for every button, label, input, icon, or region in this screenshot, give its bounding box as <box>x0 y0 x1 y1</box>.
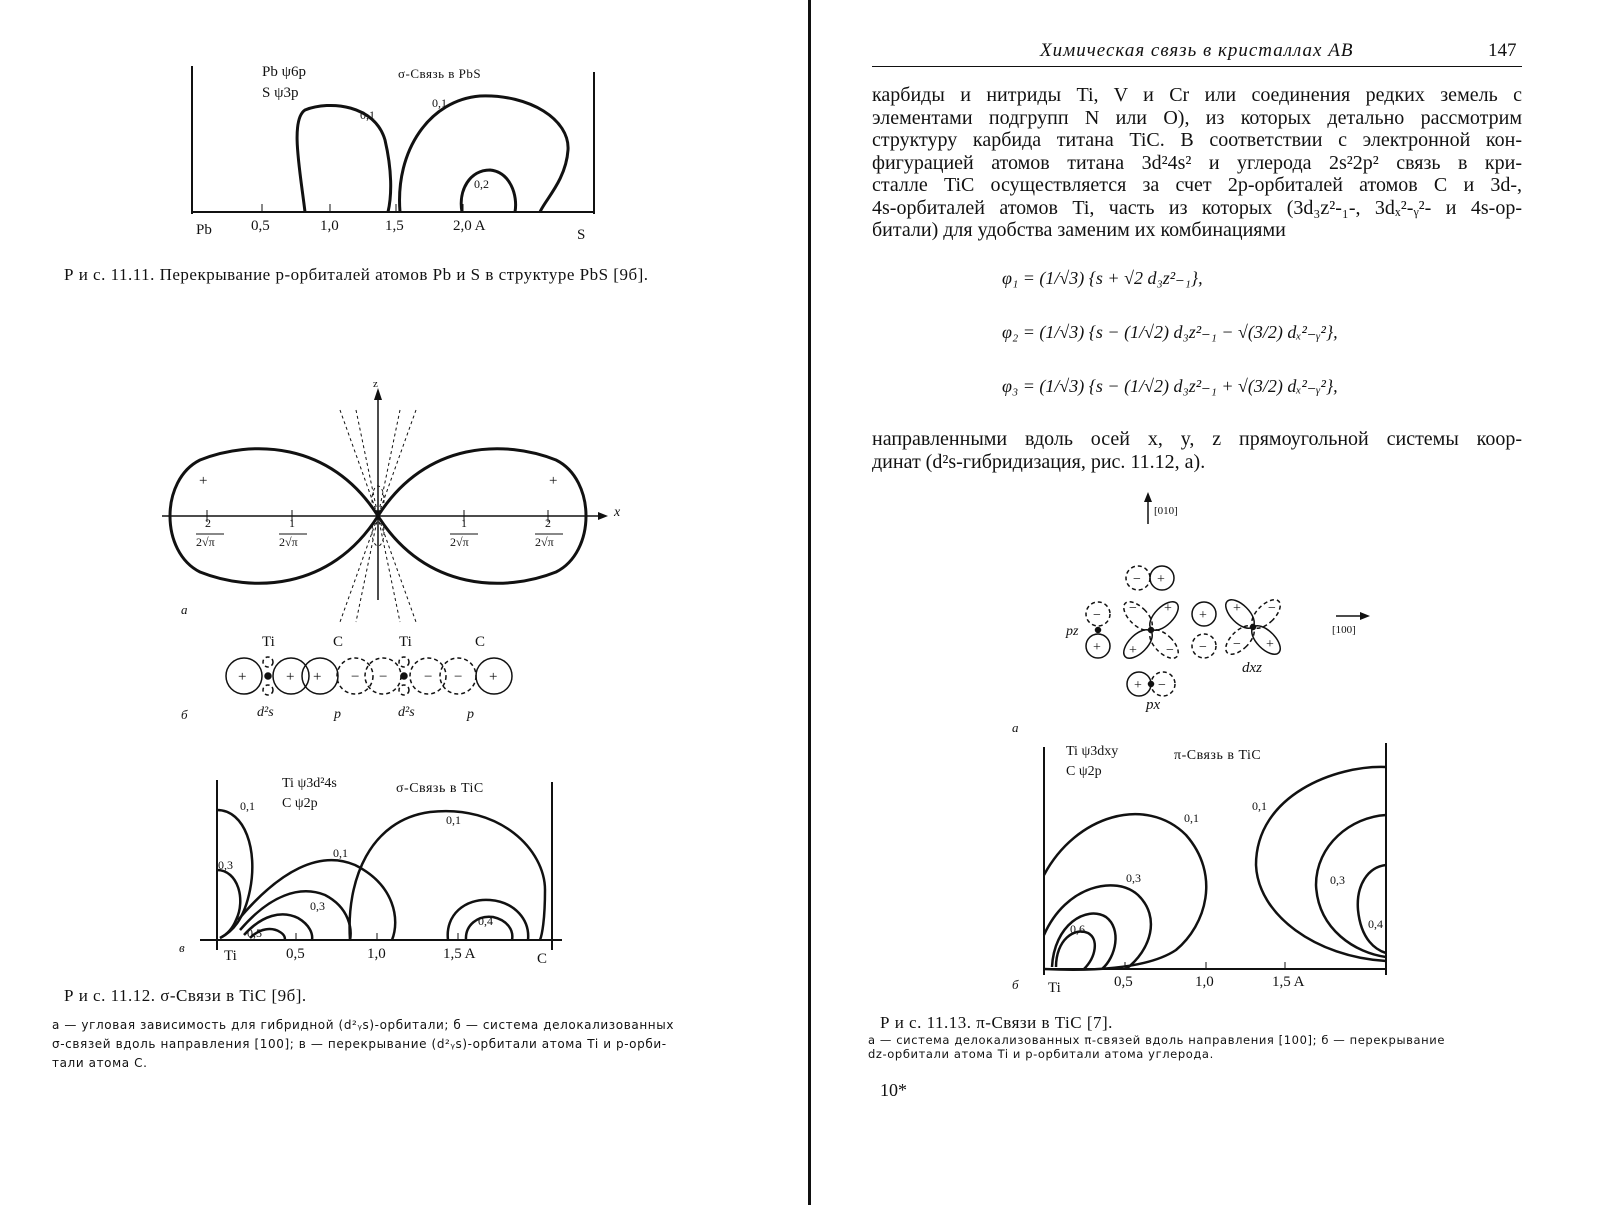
fig11-axis-start: Pb <box>196 222 212 238</box>
fig12c-tick: 1,0 <box>367 946 386 962</box>
fig13a-px-label: px <box>1146 697 1161 713</box>
fig12b-atom: Ti <box>262 634 275 650</box>
fig12a-plus: + <box>549 473 558 489</box>
figure-11-13-a-diagram <box>816 490 1600 720</box>
figure-11-12-c-plot <box>0 770 800 970</box>
svg-text:+: + <box>1093 640 1101 655</box>
fig12c-contour-label: 0,5 <box>247 926 262 940</box>
svg-text:−: − <box>1199 640 1207 655</box>
fig13-caption-note: а — система делокализованных π-связей вдоль направления [100]; б — перекрывание <box>868 1033 1446 1047</box>
fig12c-tick: C <box>537 951 548 967</box>
svg-text:−: − <box>454 669 463 685</box>
svg-text:+: + <box>238 669 247 685</box>
fig13b-letter: б <box>1012 977 1019 992</box>
fig12a-tick-den: 2√π <box>196 535 215 549</box>
fig13b-tick: 1,5 A <box>1272 974 1305 990</box>
body-line: динат (d²s-гибридизация, рис. 11.12, а). <box>872 450 1206 473</box>
fig13b-tick: Ti <box>1048 980 1061 996</box>
svg-text:−: − <box>1129 601 1137 616</box>
svg-text:+: + <box>1157 572 1165 587</box>
body-line: сталле TiC осуществляется за счет 2p-орбиталей атомов C и 3d-, <box>872 174 1522 196</box>
fig12c-contour-label: 0,3 <box>310 899 325 913</box>
fig12a-plus: + <box>199 473 208 489</box>
body-line: структуру карбида титана TiC. В соответствии с электронной кон- <box>872 129 1522 151</box>
fig12b-orbital: p <box>334 707 341 722</box>
fig13b-legend-line1: Ti ψ3dxy <box>1066 744 1119 759</box>
fig11-legend-line2: S ψ3p <box>262 85 299 101</box>
body-paragraph-2 <box>872 428 1522 473</box>
body-paragraph <box>872 84 1522 242</box>
body-line: битали) для удобства заменим их комбинациями <box>872 219 1286 241</box>
equation-phi3: φ₃ = (1/√3) {s − (1/√2) d₃z²₋₁ + √(3/2) dₓ²₋ᵧ²}, <box>1002 376 1338 396</box>
fig12c-contour-label: 0,1 <box>333 846 348 860</box>
fig13b-contour-label: 0,6 <box>1070 922 1085 936</box>
body-line: карбиды и нитриды Ti, V и Cr или соединения редких земель с <box>872 84 1522 106</box>
svg-text:−: − <box>379 669 388 685</box>
fig12c-tick: Ti <box>224 948 237 964</box>
fig12b-orbital: d²s <box>257 705 274 720</box>
svg-text:+: + <box>1199 608 1207 623</box>
body-line: элементами подгрупп N или O), из которых детально рассмотрим <box>872 106 1522 129</box>
svg-text:−: − <box>424 669 433 685</box>
fig13b-contour-label: 0,3 <box>1330 873 1345 887</box>
fig13b-title: π-Связь в TiC <box>1174 748 1262 763</box>
fig11-tick: 0,5 <box>251 218 270 234</box>
running-head: Химическая связь в кристаллах AB <box>1040 40 1354 61</box>
fig12a-z-axis-label: z <box>373 378 378 390</box>
page-number: 147 <box>1488 40 1517 61</box>
fig12c-legend-line1: Ti ψ3d²4s <box>282 776 337 791</box>
fig13-caption-note: dz-орбитали атома Ti и p-орбитали атома углерода. <box>868 1047 1214 1061</box>
fig11-title: σ-Связь в PbS <box>398 66 482 81</box>
fig13-caption-title: Р и с. 11.13. π-Связи в TiC [7]. <box>880 1013 1113 1032</box>
fig12c-letter: в <box>179 940 185 955</box>
fig12c-legend-line2: C ψ2p <box>282 796 318 811</box>
fig12b-atom: C <box>333 634 344 650</box>
svg-text:−: − <box>1158 678 1166 693</box>
equation-phi2: φ₂ = (1/√3) {s − (1/√2) d₃z²₋₁ − √(3/2) dₓ²₋ᵧ²}, <box>1002 322 1338 342</box>
svg-text:+: + <box>489 669 498 685</box>
fig12a-tick-num: 1 <box>289 516 295 530</box>
fig13b-tick: 1,0 <box>1195 974 1214 990</box>
fig13b-contour-label: 0,4 <box>1368 917 1383 931</box>
header-rule <box>872 66 1522 67</box>
svg-text:+: + <box>1233 601 1241 616</box>
svg-text:+: + <box>1134 678 1142 693</box>
fig12-caption-note: а — угловая зависимость для гибридной (d²ᵧs)-орбитали; б — система делокализованных <box>52 1018 675 1032</box>
fig13a-letter: а <box>1012 720 1019 735</box>
fig11-tick: 1,5 <box>385 218 404 234</box>
figure-11-12-a-plot <box>0 370 800 620</box>
fig12c-title: σ-Связь в TiC <box>396 781 484 796</box>
fig11-contour-label: 0,1 <box>360 108 375 122</box>
fig12a-tick-den: 2√π <box>535 535 554 549</box>
fig11-tick: 1,0 <box>320 218 339 234</box>
fig12b-orbital: d²s <box>398 705 415 720</box>
fig12b-letter: б <box>181 707 188 722</box>
fig11-axis-end: S <box>577 227 586 243</box>
body-line: 4s-орбиталей атомов Ti, часть из которых (3d₃z²-₁-, 3dₓ²-ᵧ²- и 4s-ор- <box>872 196 1522 219</box>
svg-text:−: − <box>351 669 360 685</box>
fig13b-contour-label: 0,1 <box>1252 799 1267 813</box>
fig12-caption-title: Р и с. 11.12. σ-Связи в TiC [9б]. <box>64 986 307 1005</box>
figure-11-12-b-diagram <box>0 650 800 710</box>
svg-text:+: + <box>1266 637 1274 652</box>
fig13a-pz-label: pz <box>1066 624 1079 639</box>
fig12c-tick: 1,5 A <box>443 946 476 962</box>
svg-text:−: − <box>1133 572 1141 587</box>
fig12-caption-note: σ-связей вдоль направления [100]; в — перекрывание (d²ᵧs)-орбитали атома Ti и p-орби- <box>52 1037 667 1051</box>
svg-text:+: + <box>313 669 322 685</box>
fig12c-contour-label: 0,3 <box>218 858 233 872</box>
fig12b-atom: Ti <box>399 634 412 650</box>
fig12-caption-note: тали атома C. <box>52 1056 148 1070</box>
svg-text:−: − <box>1093 608 1101 623</box>
fig12c-contour-label: 0,1 <box>446 813 461 827</box>
fig12c-tick: 0,5 <box>286 946 305 962</box>
figure-11-13-b-plot <box>816 735 1600 975</box>
fig11-contour-label: 0,2 <box>474 177 489 191</box>
svg-text:+: + <box>286 669 295 685</box>
body-line: фигурацией атомов титана 3d²4s² и углерода 2s²2p² связь в кри- <box>872 151 1522 174</box>
fig11-tick: 2,0 A <box>453 218 486 234</box>
fig13b-contour-label: 0,1 <box>1184 811 1199 825</box>
svg-text:+: + <box>1164 601 1172 616</box>
fig12a-tick-den: 2√π <box>450 535 469 549</box>
signature-mark: 10* <box>880 1080 907 1100</box>
fig12c-contour-label: 0,4 <box>478 914 493 928</box>
fig12a-tick-num: 2 <box>545 516 551 530</box>
body-line: направленными вдоль осей x, y, z прямоугольной системы коор- <box>872 428 1522 450</box>
svg-text:−: − <box>1166 643 1174 658</box>
fig11-caption: Р и с. 11.11. Перекрывание p-орбиталей атомов Pb и S в структуре PbS [9б]. <box>64 265 649 284</box>
svg-text:−: − <box>1233 637 1241 652</box>
equation-phi1: φ₁ = (1/√3) {s + √2 d₃z²₋₁}, <box>1002 268 1203 288</box>
fig12b-atom: C <box>475 634 486 650</box>
fig12b-orbital: p <box>467 707 474 722</box>
fig13a-dxz-label: dxz <box>1242 660 1262 676</box>
fig13b-tick: 0,5 <box>1114 974 1133 990</box>
fig12a-x-axis-label: x <box>614 505 621 520</box>
fig13a-dir-up: [010] <box>1154 505 1178 517</box>
fig12a-tick-num: 2 <box>205 516 211 530</box>
fig12a-tick-num: 1 <box>461 516 467 530</box>
right-page <box>816 0 1600 1205</box>
fig12c-contour-label: 0,1 <box>240 799 255 813</box>
fig13b-legend-line2: C ψ2p <box>1066 764 1102 779</box>
fig13a-dir-right: [100] <box>1332 624 1356 636</box>
fig12a-tick-den: 2√π <box>279 535 298 549</box>
fig13b-contour-label: 0,3 <box>1126 871 1141 885</box>
fig11-contour-label: 0,1 <box>432 96 447 110</box>
fig12a-letter: а <box>181 602 188 617</box>
svg-text:+: + <box>1129 643 1137 658</box>
fig11-legend-line1: Pb ψ6p <box>262 64 306 80</box>
svg-text:−: − <box>1268 601 1276 616</box>
